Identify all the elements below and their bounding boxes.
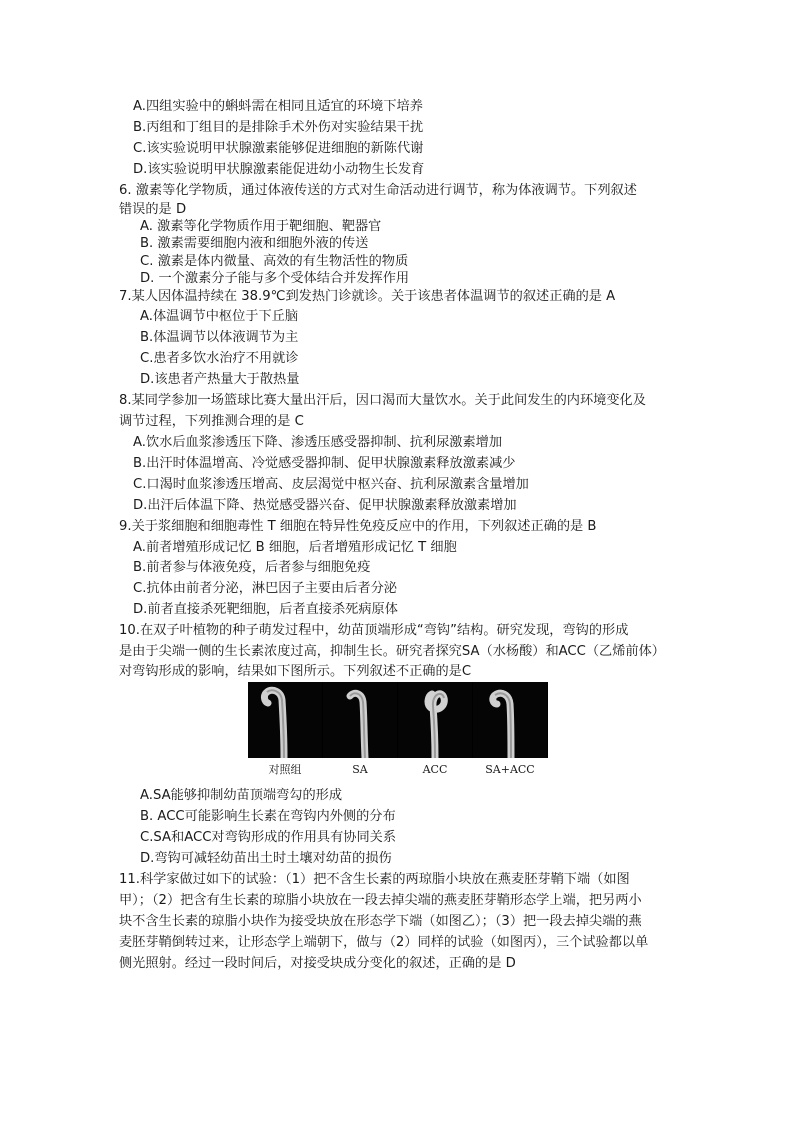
q5-option-b: B.丙组和丁组目的是排除手术外伤对实验结果干扰 bbox=[133, 120, 424, 135]
q10-stem-line-2: 是由于尖端一侧的生长素浓度过高，抑制生长。研究者探究SA（水杨酸）和ACC（乙烯前体） bbox=[119, 644, 665, 659]
q8-stem-line-1: 8.某同学参加一场篮球比赛大量出汗后，因口渴而大量饮水。关于此间发生的内环境变化及 bbox=[119, 393, 646, 408]
q11-stem-line-1: 11.科学家做过如下的试验：（1）把不含生长素的两琼脂小块放在燕麦胚芽鞘下端（如图 bbox=[119, 872, 630, 887]
q10-option-c: C.SA和ACC对弯钩形成的作用具有协同关系 bbox=[140, 830, 397, 845]
q10-option-b: B. ACC可能影响生长素在弯钩内外侧的分布 bbox=[140, 809, 396, 824]
q6-option-a: A. 激素等化学物质作用于靶细胞、靶器官 bbox=[140, 219, 382, 234]
q6-option-c: C. 激素是体内微量、高效的有生物活性的物质 bbox=[140, 254, 409, 269]
figure-captions bbox=[248, 762, 548, 780]
q6-option-b: B. 激素需要细胞内液和细胞外液的传送 bbox=[140, 236, 369, 251]
q7-option-d: D.该患者产热量大于散热量 bbox=[140, 372, 300, 387]
q7-option-b: B.体温调节以体液调节为主 bbox=[140, 330, 299, 345]
q10-option-d: D.弯钩可减轻幼苗出土时土壤对幼苗的损伤 bbox=[140, 851, 392, 866]
seedling-photo-acc bbox=[398, 682, 472, 758]
q7-option-c: C.患者多饮水治疗不用就诊 bbox=[140, 351, 299, 366]
q8-option-c: C.口渴时血浆渗透压增高、皮层渴觉中枢兴奋、抗利尿激素含量增加 bbox=[133, 477, 529, 492]
q8-stem-line-2: 调节过程，下列推测合理的是 C bbox=[119, 414, 304, 429]
q7-stem: 7.某人因体温持续在 38.9℃到发热门诊就诊。关于该患者体温调节的叙述正确的是 A bbox=[119, 289, 616, 304]
q11-stem-line-2: 甲）；（2）把含有生长素的琼脂小块放在一段去掉尖端的燕麦胚芽鞘形态学上端，把另两小 bbox=[119, 893, 642, 908]
q7-option-a: A.体温调节中枢位于下丘脑 bbox=[140, 309, 299, 324]
seedling-photo-sa-acc bbox=[473, 682, 547, 758]
q5-option-c: C.该实验说明甲状腺激素能够促进细胞的新陈代谢 bbox=[133, 141, 424, 156]
q8-option-d: D.出汗后体温下降、热觉感受器兴奋、促甲状腺激素释放激素增加 bbox=[133, 498, 517, 513]
q11-stem-line-4: 麦胚芽鞘倒转过来，让形态学上端朝下，做与（2）同样的试验（如图丙），三个试验都以单 bbox=[119, 935, 649, 950]
q9-option-d: D.前者直接杀死靶细胞，后者直接杀死病原体 bbox=[133, 602, 398, 617]
seedling-hook-figure bbox=[248, 682, 548, 758]
q6-stem-line-2: 错误的是 D bbox=[119, 202, 187, 217]
caption-sa: SA bbox=[352, 763, 368, 776]
q10-stem-line-1: 10.在双子叶植物的种子萌发过程中，幼苗顶端形成“弯钩”结构。研究发现，弯钩的形成 bbox=[119, 623, 629, 638]
q6-option-d: D. 一个激素分子能与多个受体结合并发挥作用 bbox=[140, 271, 410, 286]
q10-option-a: A.SA能够抑制幼苗顶端弯勾的形成 bbox=[140, 788, 343, 803]
q8-option-a: A.饮水后血浆渗透压下降、渗透压感受器抑制、抗利尿激素增加 bbox=[133, 435, 503, 450]
q5-option-d: D.该实验说明甲状腺激素能促进幼小动物生长发育 bbox=[133, 162, 425, 177]
q9-option-a: A.前者增殖形成记忆 B 细胞，后者增殖形成记忆 T 细胞 bbox=[133, 540, 457, 555]
caption-acc: ACC bbox=[422, 763, 448, 776]
q8-option-b: B.出汗时体温增高、冷觉感受器抑制、促甲状腺激素释放激素减少 bbox=[133, 456, 516, 471]
q10-stem-line-3: 对弯钩形成的影响，结果如下图所示。下列叙述不正确的是C bbox=[119, 664, 472, 679]
seedling-photo-control bbox=[248, 682, 322, 758]
q5-option-a: A.四组实验中的蝌蚪需在相同且适宜的环境下培养 bbox=[133, 99, 423, 114]
q11-stem-line-5: 侧光照射。经过一段时间后，对接受块成分变化的叙述，正确的是 D bbox=[119, 956, 516, 971]
q9-option-b: B.前者参与体液免疫，后者参与细胞免疫 bbox=[133, 560, 371, 575]
q9-stem: 9.关于浆细胞和细胞毒性 T 细胞在特异性免疫反应中的作用，下列叙述正确的是 B bbox=[119, 519, 597, 534]
seedling-photo-sa bbox=[323, 682, 397, 758]
q11-stem-line-3: 块不含生长素的琼脂小块作为接受块放在形态学下端（如图乙）；（3）把一段去掉尖端的燕 bbox=[119, 914, 642, 929]
caption-sa-acc: SA+ACC bbox=[485, 763, 535, 776]
q6-stem-line-1: 6. 激素等化学物质，通过体液传送的方式对生命活动进行调节，称为体液调节。下列叙述 bbox=[119, 183, 637, 198]
caption-control: 对照组 bbox=[268, 763, 302, 776]
q9-option-c: C.抗体由前者分泌，淋巴因子主要由后者分泌 bbox=[133, 581, 397, 596]
